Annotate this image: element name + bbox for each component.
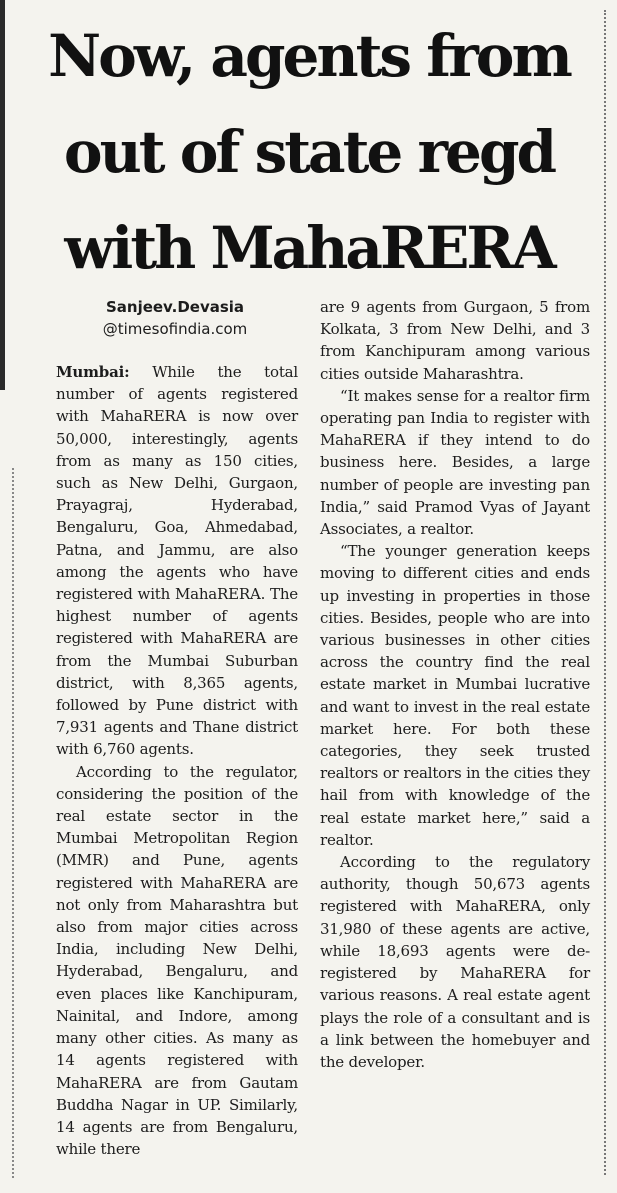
byline bbox=[60, 296, 290, 340]
article-paragraph-5: According to the regulatory authority, though 50,673 agents registered with MahaRERA, only 31,980 of these agents are active, while 18,693 agents were de-registered by MahaRERA for various reasons. A real estate agent plays the role of a consultant and is a link between the homebuyer and the developer. bbox=[320, 853, 590, 1071]
article-column-1 bbox=[56, 361, 298, 1160]
column-rule-left bbox=[12, 468, 14, 1178]
page-edge-left bbox=[0, 0, 5, 390]
article-paragraph-3: “It makes sense for a realtor firm operating pan India to register with MahaRERA if they intend to do business here. Besides, a large number of people are investing pan India,” said Pramod Vyas of Jayant Associates, a realtor. bbox=[320, 386, 590, 539]
article-paragraph-4: “The younger generation keeps moving to different cities and ends up investing in properties in those cities. Besides, people who are into various businesses in other cities across the country find the real estate market in Mumbai lucrative and want to invest in the real estate market here. For both these categories, they seek trusted realtors or realtors in the cities they hail from with knowledge of the real estate market here,” said a realtor. bbox=[320, 542, 590, 849]
article-paragraph-2: According to the regulator, considering the position of the real estate sector in the Mumbai Metropolitan Region (MMR) and Pune, agents registered with MahaRERA are not only from Maharashtra but also from major cities across India, including New Delhi, Hyderabad, Bengaluru, and even places like Kanchipuram, Nainital, and Indore, among many other cities. As many as 14 agents registered with MahaRERA are from Gautam Buddha Nagar in UP. Similarly, 14 agents are from Bengaluru, while there bbox=[56, 762, 298, 1159]
paragraph-text: While the total number of agents registered with MahaRERA is now over 50,000, interestingly, agents from as many as 150 cities, such as New Delhi, Gurgaon, Prayagraj, Hyderabad, Bengaluru, Goa, Ahmedabad, Patna, and Jammu, are also among the agents who have registered with MahaRERA. The highest number of agents registered with MahaRERA are from the Mumbai Suburban district, with 8,365 agents, followed by Pune district with 7,931 agents and Thane district with 6,760 agents. bbox=[56, 363, 298, 759]
dateline: Mumbai: bbox=[56, 363, 130, 381]
byline-author: Sanjeev.Devasia bbox=[105, 298, 245, 316]
article-paragraph-2-continued: are 9 agents from Gurgaon, 5 from Kolkata, 3 from New Delhi, and 3 from Kanchipuram among various cities outside Maharashtra. bbox=[320, 298, 590, 383]
article-column-2 bbox=[320, 296, 590, 1073]
byline-handle: @timesofindia.com bbox=[102, 320, 248, 338]
headline: Now, agents from out of state regd with MahaRERA bbox=[48, 22, 570, 282]
article-paragraph-1 bbox=[56, 361, 298, 761]
column-rule-right bbox=[604, 10, 606, 1175]
